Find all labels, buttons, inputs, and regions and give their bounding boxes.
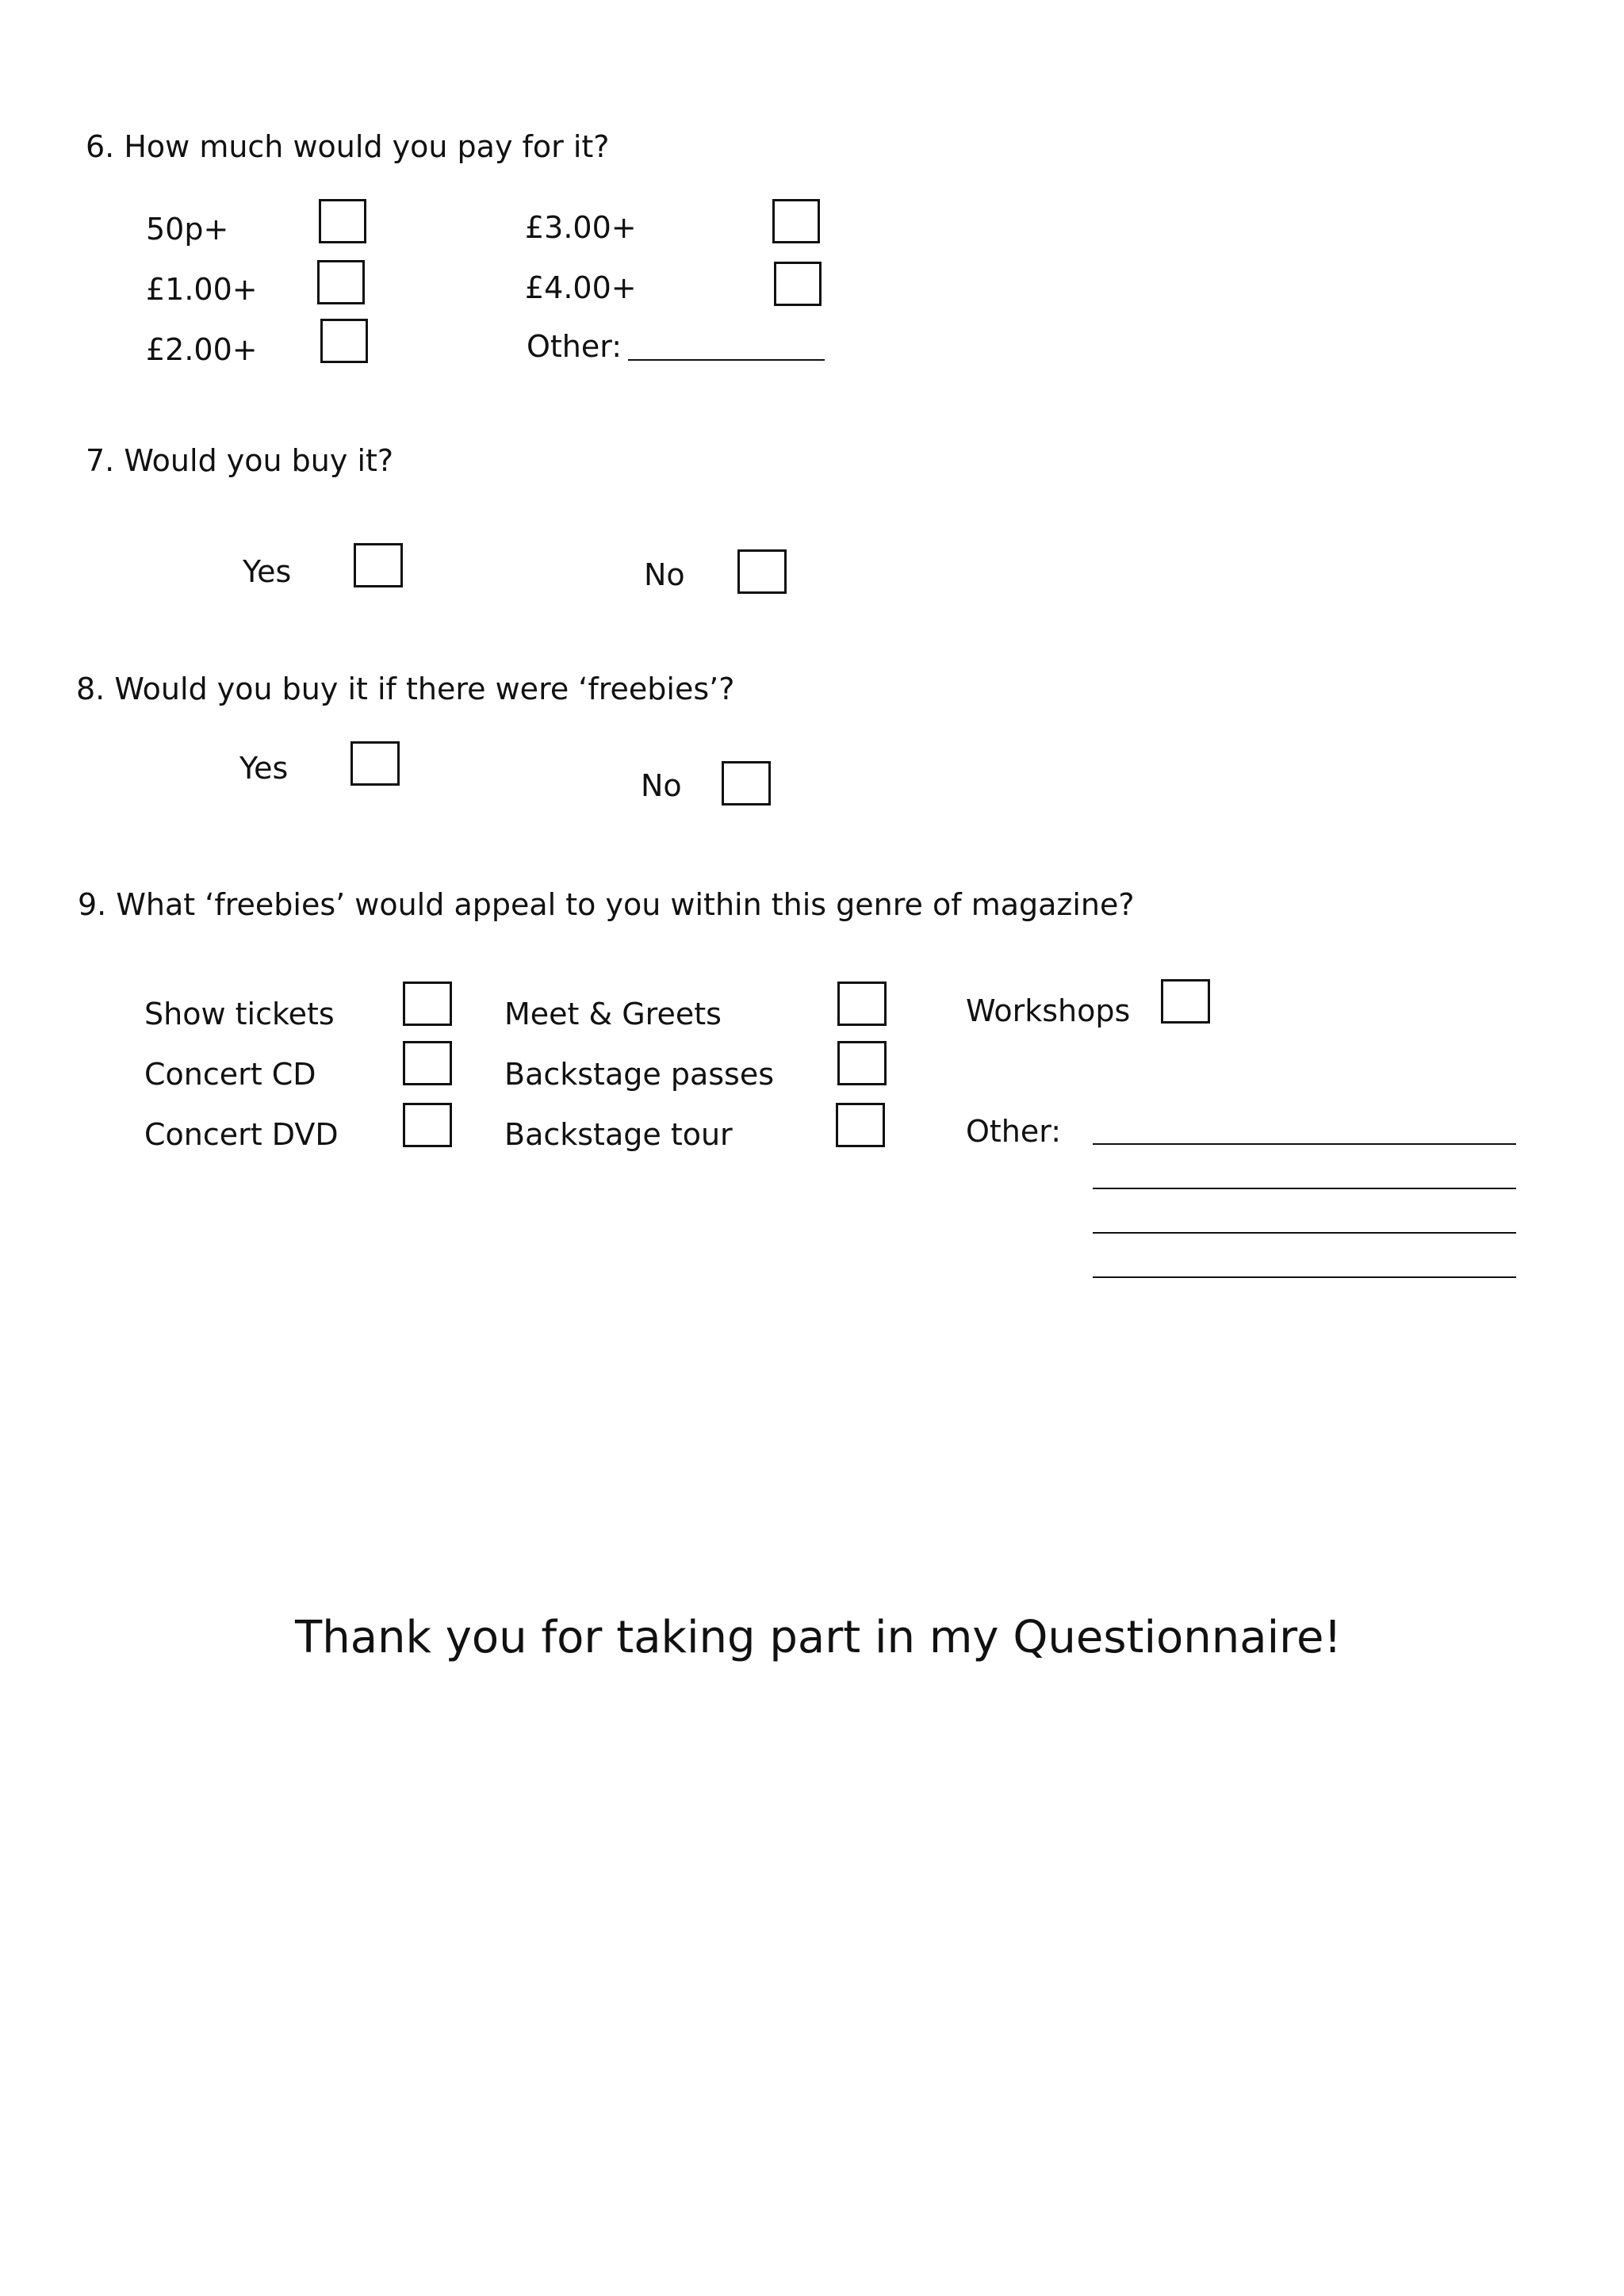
q6-option-1-checkbox[interactable]: [317, 260, 365, 304]
q6-other-label: Other:: [527, 329, 622, 364]
q9-workshops-checkbox[interactable]: [1161, 979, 1210, 1024]
q9-concert-dvd-label: Concert DVD: [144, 1117, 339, 1152]
q9-other-input-line-4[interactable]: [1093, 1276, 1516, 1278]
q9-show-tickets-label: Show tickets: [144, 997, 335, 1031]
q6-other-input-line[interactable]: [628, 359, 825, 361]
q6-option-3-label: £3.00+: [525, 210, 637, 245]
q9-concert-cd-label: Concert CD: [144, 1057, 316, 1092]
q8-yes-label: Yes: [239, 751, 289, 786]
q9-meet-greets-checkbox[interactable]: [837, 982, 887, 1026]
q6-option-2-checkbox[interactable]: [320, 319, 368, 363]
q8-question: 8. Would you buy it if there were ‘freebies’?: [76, 672, 735, 706]
q6-option-3-checkbox[interactable]: [772, 199, 820, 243]
q9-other-input-line-2[interactable]: [1093, 1188, 1516, 1189]
q6-question: 6. How much would you pay for it?: [86, 129, 610, 164]
q9-meet-greets-label: Meet & Greets: [504, 997, 722, 1031]
q6-option-2-label: £2.00+: [146, 332, 258, 367]
q6-option-50p-label: 50p+: [146, 212, 229, 247]
q9-backstage-passes-label: Backstage passes: [504, 1057, 774, 1092]
q6-option-4-label: £4.00+: [525, 270, 637, 305]
q9-other-input-line-1[interactable]: [1093, 1143, 1516, 1145]
q9-backstage-passes-checkbox[interactable]: [837, 1041, 887, 1085]
q9-backstage-tour-checkbox[interactable]: [836, 1103, 885, 1147]
thank-you-message: Thank you for taking part in my Questionnaire!: [295, 1612, 1342, 1663]
q9-show-tickets-checkbox[interactable]: [403, 982, 452, 1026]
q7-yes-checkbox[interactable]: [354, 543, 403, 587]
q9-concert-dvd-checkbox[interactable]: [403, 1103, 452, 1147]
q8-no-checkbox[interactable]: [722, 761, 771, 806]
q8-yes-checkbox[interactable]: [350, 741, 400, 786]
q7-no-checkbox[interactable]: [737, 549, 787, 594]
q7-no-label: No: [644, 557, 685, 592]
q7-question: 7. Would you buy it?: [86, 443, 394, 478]
q9-question: 9. What ‘freebies’ would appeal to you within this genre of magazine?: [78, 887, 1135, 922]
q9-workshops-label: Workshops: [966, 993, 1131, 1028]
q7-yes-label: Yes: [243, 554, 292, 589]
q9-backstage-tour-label: Backstage tour: [504, 1117, 733, 1152]
q9-concert-cd-checkbox[interactable]: [403, 1041, 452, 1085]
q6-option-4-checkbox[interactable]: [774, 262, 822, 306]
q6-option-1-label: £1.00+: [146, 272, 258, 307]
q6-option-50p-checkbox[interactable]: [319, 199, 366, 243]
q9-other-input-line-3[interactable]: [1093, 1232, 1516, 1234]
q9-other-label: Other:: [966, 1114, 1062, 1149]
q8-no-label: No: [641, 768, 682, 803]
